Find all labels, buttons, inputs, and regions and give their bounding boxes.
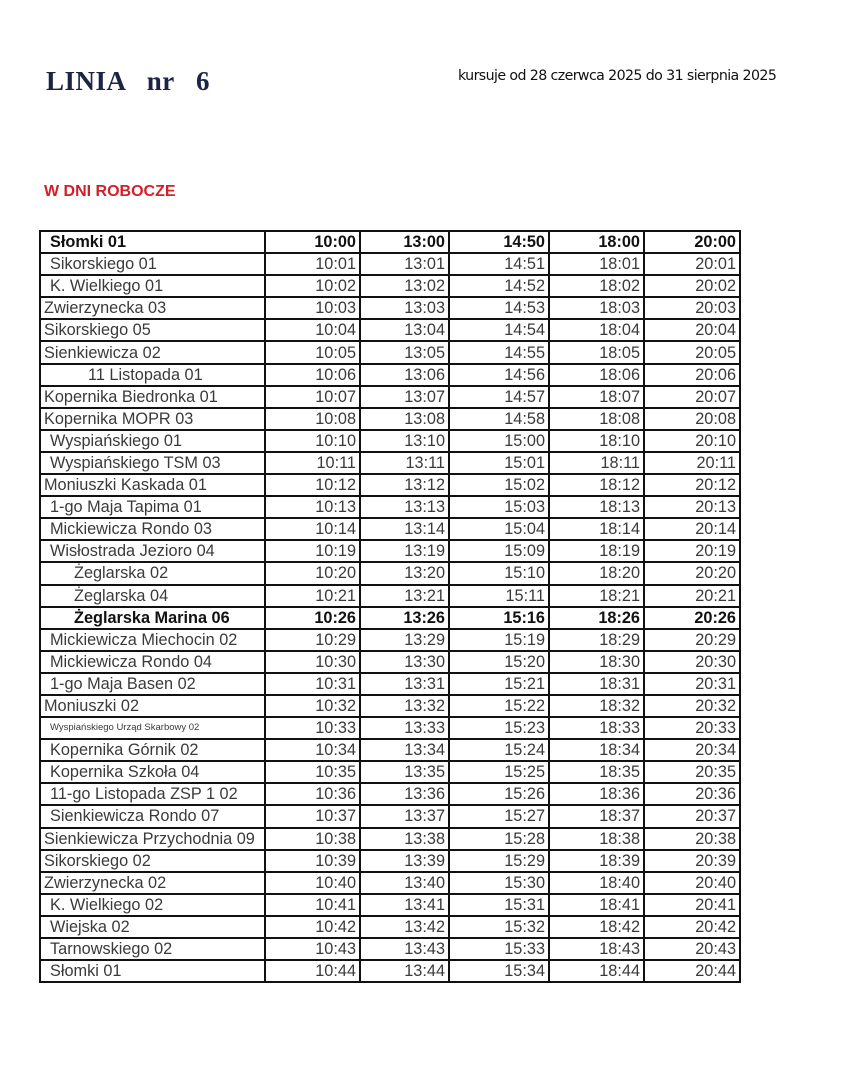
stop-name: Kopernika Górnik 02 bbox=[40, 739, 265, 761]
stop-name: Żeglarska Marina 06 bbox=[40, 607, 265, 629]
stop-name: Wyspiańskiego TSM 03 bbox=[40, 452, 265, 474]
departure-time: 18:37 bbox=[549, 805, 644, 827]
stop-name: Wyspiańskiego Urząd Skarbowy 02 bbox=[40, 717, 265, 739]
stop-name: Kopernika Szkoła 04 bbox=[40, 761, 265, 783]
departure-time: 13:14 bbox=[360, 518, 449, 540]
departure-time: 10:40 bbox=[265, 872, 360, 894]
departure-time: 13:38 bbox=[360, 828, 449, 850]
departure-time: 18:07 bbox=[549, 386, 644, 408]
departure-time: 13:29 bbox=[360, 629, 449, 651]
stop-name: Kopernika Biedronka 01 bbox=[40, 386, 265, 408]
departure-time: 10:26 bbox=[265, 607, 360, 629]
timetable-row bbox=[40, 585, 740, 607]
timetable-row bbox=[40, 761, 740, 783]
departure-time: 18:08 bbox=[549, 408, 644, 430]
departure-time: 13:41 bbox=[360, 894, 449, 916]
departure-time: 13:05 bbox=[360, 341, 449, 363]
timetable bbox=[39, 230, 741, 983]
departure-time: 13:35 bbox=[360, 761, 449, 783]
departure-time: 14:54 bbox=[449, 319, 549, 341]
departure-time: 14:51 bbox=[449, 253, 549, 275]
departure-time: 18:35 bbox=[549, 761, 644, 783]
departure-time: 14:57 bbox=[449, 386, 549, 408]
departure-time: 20:42 bbox=[644, 916, 740, 938]
departure-time: 20:01 bbox=[644, 253, 740, 275]
validity-period: kursuje od 28 czerwca 2025 do 31 sierpnia 2025 bbox=[458, 68, 777, 84]
departure-time: 10:21 bbox=[265, 585, 360, 607]
departure-time: 18:34 bbox=[549, 739, 644, 761]
departure-time: 13:43 bbox=[360, 938, 449, 960]
timetable-row bbox=[40, 695, 740, 717]
timetable-row bbox=[40, 540, 740, 562]
departure-time: 10:30 bbox=[265, 651, 360, 673]
timetable-row bbox=[40, 960, 740, 982]
timetable-row bbox=[40, 894, 740, 916]
departure-time: 15:03 bbox=[449, 496, 549, 518]
timetable-row bbox=[40, 651, 740, 673]
departure-time: 15:11 bbox=[449, 585, 549, 607]
departure-time: 13:07 bbox=[360, 386, 449, 408]
departure-time: 18:39 bbox=[549, 850, 644, 872]
departure-time: 18:36 bbox=[549, 783, 644, 805]
departure-time: 18:05 bbox=[549, 341, 644, 363]
stop-name: Sienkiewicza 02 bbox=[40, 341, 265, 363]
timetable-row bbox=[40, 430, 740, 452]
timetable-body bbox=[40, 231, 740, 982]
departure-time: 14:58 bbox=[449, 408, 549, 430]
departure-time: 13:00 bbox=[360, 231, 449, 253]
departure-time: 20:29 bbox=[644, 629, 740, 651]
departure-time: 10:04 bbox=[265, 319, 360, 341]
timetable-row bbox=[40, 828, 740, 850]
stop-name: 1-go Maja Basen 02 bbox=[40, 673, 265, 695]
departure-time: 13:02 bbox=[360, 275, 449, 297]
timetable-row bbox=[40, 783, 740, 805]
departure-time: 10:08 bbox=[265, 408, 360, 430]
departure-time: 20:33 bbox=[644, 717, 740, 739]
departure-time: 10:33 bbox=[265, 717, 360, 739]
departure-time: 10:41 bbox=[265, 894, 360, 916]
departure-time: 18:14 bbox=[549, 518, 644, 540]
timetable-row bbox=[40, 739, 740, 761]
departure-time: 15:00 bbox=[449, 430, 549, 452]
departure-time: 20:07 bbox=[644, 386, 740, 408]
departure-time: 20:00 bbox=[644, 231, 740, 253]
stop-name: Mickiewicza Rondo 04 bbox=[40, 651, 265, 673]
departure-time: 15:33 bbox=[449, 938, 549, 960]
timetable-row bbox=[40, 496, 740, 518]
departure-time: 15:10 bbox=[449, 562, 549, 584]
timetable-row bbox=[40, 916, 740, 938]
departure-time: 13:31 bbox=[360, 673, 449, 695]
timetable-row bbox=[40, 297, 740, 319]
departure-time: 10:02 bbox=[265, 275, 360, 297]
timetable-row bbox=[40, 607, 740, 629]
departure-time: 10:10 bbox=[265, 430, 360, 452]
timetable-row bbox=[40, 231, 740, 253]
departure-time: 18:13 bbox=[549, 496, 644, 518]
departure-time: 13:13 bbox=[360, 496, 449, 518]
stop-name: Sienkiewicza Rondo 07 bbox=[40, 805, 265, 827]
timetable-row bbox=[40, 319, 740, 341]
departure-time: 18:41 bbox=[549, 894, 644, 916]
departure-time: 20:20 bbox=[644, 562, 740, 584]
departure-time: 15:27 bbox=[449, 805, 549, 827]
departure-time: 15:23 bbox=[449, 717, 549, 739]
departure-time: 15:04 bbox=[449, 518, 549, 540]
departure-time: 13:40 bbox=[360, 872, 449, 894]
departure-time: 14:50 bbox=[449, 231, 549, 253]
departure-time: 10:07 bbox=[265, 386, 360, 408]
departure-time: 20:32 bbox=[644, 695, 740, 717]
departure-time: 13:44 bbox=[360, 960, 449, 982]
stop-name: Wiejska 02 bbox=[40, 916, 265, 938]
stop-name: Słomki 01 bbox=[40, 231, 265, 253]
stop-name: Zwierzynecka 02 bbox=[40, 872, 265, 894]
departure-time: 15:30 bbox=[449, 872, 549, 894]
departure-time: 10:36 bbox=[265, 783, 360, 805]
departure-time: 10:31 bbox=[265, 673, 360, 695]
departure-time: 10:35 bbox=[265, 761, 360, 783]
departure-time: 20:12 bbox=[644, 474, 740, 496]
departure-time: 18:42 bbox=[549, 916, 644, 938]
departure-time: 10:42 bbox=[265, 916, 360, 938]
stop-name: Żeglarska 02 bbox=[40, 562, 265, 584]
departure-time: 18:40 bbox=[549, 872, 644, 894]
departure-time: 13:33 bbox=[360, 717, 449, 739]
departure-time: 13:04 bbox=[360, 319, 449, 341]
departure-time: 13:37 bbox=[360, 805, 449, 827]
departure-time: 20:05 bbox=[644, 341, 740, 363]
departure-time: 20:38 bbox=[644, 828, 740, 850]
departure-time: 13:34 bbox=[360, 739, 449, 761]
timetable-row bbox=[40, 364, 740, 386]
departure-time: 15:28 bbox=[449, 828, 549, 850]
departure-time: 18:44 bbox=[549, 960, 644, 982]
stop-name: 11 Listopada 01 bbox=[40, 364, 265, 386]
departure-time: 18:20 bbox=[549, 562, 644, 584]
departure-time: 13:19 bbox=[360, 540, 449, 562]
departure-time: 10:00 bbox=[265, 231, 360, 253]
departure-time: 15:32 bbox=[449, 916, 549, 938]
departure-time: 10:11 bbox=[265, 452, 360, 474]
departure-time: 14:55 bbox=[449, 341, 549, 363]
departure-time: 20:13 bbox=[644, 496, 740, 518]
departure-time: 20:36 bbox=[644, 783, 740, 805]
departure-time: 10:39 bbox=[265, 850, 360, 872]
departure-time: 18:04 bbox=[549, 319, 644, 341]
departure-time: 13:39 bbox=[360, 850, 449, 872]
departure-time: 10:19 bbox=[265, 540, 360, 562]
timetable-row bbox=[40, 386, 740, 408]
departure-time: 10:12 bbox=[265, 474, 360, 496]
timetable-row bbox=[40, 341, 740, 363]
departure-time: 15:19 bbox=[449, 629, 549, 651]
departure-time: 13:12 bbox=[360, 474, 449, 496]
departure-time: 13:03 bbox=[360, 297, 449, 319]
timetable-row bbox=[40, 850, 740, 872]
stop-name: 11-go Listopada ZSP 1 02 bbox=[40, 783, 265, 805]
timetable-row bbox=[40, 629, 740, 651]
departure-time: 20:11 bbox=[644, 452, 740, 474]
stop-name: K. Wielkiego 02 bbox=[40, 894, 265, 916]
departure-time: 13:08 bbox=[360, 408, 449, 430]
departure-time: 14:53 bbox=[449, 297, 549, 319]
departure-time: 13:06 bbox=[360, 364, 449, 386]
timetable-row bbox=[40, 452, 740, 474]
stop-name: Wyspiańskiego 01 bbox=[40, 430, 265, 452]
departure-time: 18:11 bbox=[549, 452, 644, 474]
departure-time: 15:34 bbox=[449, 960, 549, 982]
departure-time: 18:06 bbox=[549, 364, 644, 386]
departure-time: 20:43 bbox=[644, 938, 740, 960]
departure-time: 18:32 bbox=[549, 695, 644, 717]
departure-time: 18:10 bbox=[549, 430, 644, 452]
departure-time: 18:02 bbox=[549, 275, 644, 297]
departure-time: 20:39 bbox=[644, 850, 740, 872]
departure-time: 15:16 bbox=[449, 607, 549, 629]
departure-time: 13:30 bbox=[360, 651, 449, 673]
departure-time: 10:32 bbox=[265, 695, 360, 717]
departure-time: 10:29 bbox=[265, 629, 360, 651]
departure-time: 15:09 bbox=[449, 540, 549, 562]
timetable-row bbox=[40, 408, 740, 430]
stop-name: Żeglarska 04 bbox=[40, 585, 265, 607]
timetable-row bbox=[40, 253, 740, 275]
departure-time: 18:26 bbox=[549, 607, 644, 629]
timetable-row bbox=[40, 275, 740, 297]
departure-time: 18:43 bbox=[549, 938, 644, 960]
departure-time: 20:26 bbox=[644, 607, 740, 629]
departure-time: 20:06 bbox=[644, 364, 740, 386]
departure-time: 18:01 bbox=[549, 253, 644, 275]
departure-time: 15:29 bbox=[449, 850, 549, 872]
departure-time: 15:26 bbox=[449, 783, 549, 805]
departure-time: 15:20 bbox=[449, 651, 549, 673]
departure-time: 20:40 bbox=[644, 872, 740, 894]
departure-time: 13:32 bbox=[360, 695, 449, 717]
stop-name: Tarnowskiego 02 bbox=[40, 938, 265, 960]
departure-time: 13:26 bbox=[360, 607, 449, 629]
section-title-weekdays: W DNI ROBOCZE bbox=[44, 183, 176, 200]
departure-time: 18:03 bbox=[549, 297, 644, 319]
stop-name: Sienkiewicza Przychodnia 09 bbox=[40, 828, 265, 850]
departure-time: 10:20 bbox=[265, 562, 360, 584]
timetable-row bbox=[40, 518, 740, 540]
stop-name: K. Wielkiego 01 bbox=[40, 275, 265, 297]
departure-time: 18:33 bbox=[549, 717, 644, 739]
departure-time: 18:38 bbox=[549, 828, 644, 850]
departure-time: 20:02 bbox=[644, 275, 740, 297]
departure-time: 18:31 bbox=[549, 673, 644, 695]
departure-time: 10:03 bbox=[265, 297, 360, 319]
departure-time: 18:19 bbox=[549, 540, 644, 562]
departure-time: 14:52 bbox=[449, 275, 549, 297]
timetable-row bbox=[40, 872, 740, 894]
departure-time: 10:44 bbox=[265, 960, 360, 982]
stop-name: Moniuszki Kaskada 01 bbox=[40, 474, 265, 496]
departure-time: 20:03 bbox=[644, 297, 740, 319]
stop-name: Słomki 01 bbox=[40, 960, 265, 982]
departure-time: 13:10 bbox=[360, 430, 449, 452]
departure-time: 13:01 bbox=[360, 253, 449, 275]
departure-time: 10:14 bbox=[265, 518, 360, 540]
departure-time: 20:08 bbox=[644, 408, 740, 430]
departure-time: 10:38 bbox=[265, 828, 360, 850]
stop-name: Mickiewicza Miechocin 02 bbox=[40, 629, 265, 651]
departure-time: 10:05 bbox=[265, 341, 360, 363]
departure-time: 20:44 bbox=[644, 960, 740, 982]
departure-time: 20:37 bbox=[644, 805, 740, 827]
stop-name: Wisłostrada Jezioro 04 bbox=[40, 540, 265, 562]
departure-time: 20:04 bbox=[644, 319, 740, 341]
departure-time: 15:31 bbox=[449, 894, 549, 916]
departure-time: 15:22 bbox=[449, 695, 549, 717]
departure-time: 20:10 bbox=[644, 430, 740, 452]
stop-name: 1-go Maja Tapima 01 bbox=[40, 496, 265, 518]
timetable-row bbox=[40, 938, 740, 960]
departure-time: 13:36 bbox=[360, 783, 449, 805]
departure-time: 20:19 bbox=[644, 540, 740, 562]
departure-time: 20:41 bbox=[644, 894, 740, 916]
line-title: LINIA nr 6 bbox=[46, 66, 211, 96]
departure-time: 20:14 bbox=[644, 518, 740, 540]
timetable-row bbox=[40, 562, 740, 584]
stop-name: Sikorskiego 05 bbox=[40, 319, 265, 341]
departure-time: 20:35 bbox=[644, 761, 740, 783]
departure-time: 10:34 bbox=[265, 739, 360, 761]
departure-time: 18:00 bbox=[549, 231, 644, 253]
departure-time: 15:25 bbox=[449, 761, 549, 783]
departure-time: 10:13 bbox=[265, 496, 360, 518]
departure-time: 20:31 bbox=[644, 673, 740, 695]
timetable-row bbox=[40, 474, 740, 496]
departure-time: 20:30 bbox=[644, 651, 740, 673]
departure-time: 15:01 bbox=[449, 452, 549, 474]
departure-time: 14:56 bbox=[449, 364, 549, 386]
departure-time: 18:30 bbox=[549, 651, 644, 673]
departure-time: 10:37 bbox=[265, 805, 360, 827]
stop-name: Moniuszki 02 bbox=[40, 695, 265, 717]
departure-time: 18:12 bbox=[549, 474, 644, 496]
departure-time: 18:21 bbox=[549, 585, 644, 607]
timetable-row bbox=[40, 805, 740, 827]
stop-name: Zwierzynecka 03 bbox=[40, 297, 265, 319]
departure-time: 10:06 bbox=[265, 364, 360, 386]
departure-time: 13:11 bbox=[360, 452, 449, 474]
departure-time: 15:24 bbox=[449, 739, 549, 761]
departure-time: 18:29 bbox=[549, 629, 644, 651]
departure-time: 20:34 bbox=[644, 739, 740, 761]
departure-time: 10:43 bbox=[265, 938, 360, 960]
departure-time: 13:20 bbox=[360, 562, 449, 584]
stop-name: Mickiewicza Rondo 03 bbox=[40, 518, 265, 540]
stop-name: Kopernika MOPR 03 bbox=[40, 408, 265, 430]
departure-time: 15:21 bbox=[449, 673, 549, 695]
departure-time: 13:21 bbox=[360, 585, 449, 607]
timetable-row bbox=[40, 717, 740, 739]
departure-time: 20:21 bbox=[644, 585, 740, 607]
stop-name: Sikorskiego 01 bbox=[40, 253, 265, 275]
departure-time: 13:42 bbox=[360, 916, 449, 938]
timetable-row bbox=[40, 673, 740, 695]
stop-name: Sikorskiego 02 bbox=[40, 850, 265, 872]
departure-time: 15:02 bbox=[449, 474, 549, 496]
departure-time: 10:01 bbox=[265, 253, 360, 275]
